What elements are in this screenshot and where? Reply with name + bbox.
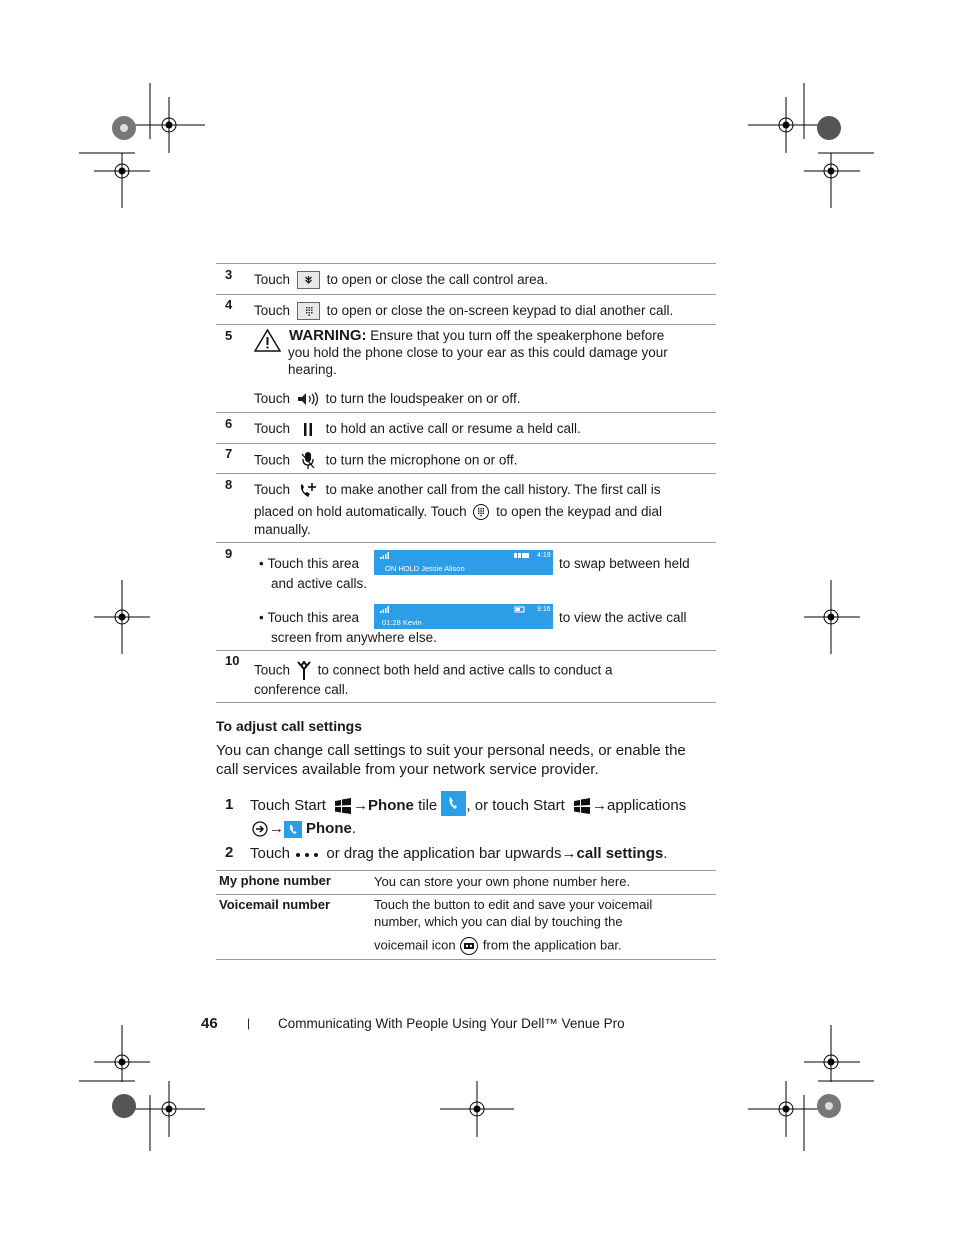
warning-line-3: hearing.: [288, 362, 337, 377]
step-text: .: [351, 820, 357, 837]
hold-icon: [296, 421, 320, 437]
more-dots-icon: [294, 849, 322, 859]
row-text-pre: Touch: [254, 303, 291, 318]
setting-description: number, which you can dial by touching the: [374, 914, 623, 929]
bullet-text: Touch this area: [267, 556, 360, 571]
row-text-post: to open the keypad and dial: [496, 504, 663, 519]
section-heading: To adjust call settings: [216, 718, 362, 734]
row-10-line-2: conference call.: [254, 682, 349, 697]
table-rule: [216, 294, 716, 295]
row-8-line-2: [254, 503, 662, 521]
setting-description: [374, 936, 622, 956]
keypad-circle-icon: [471, 503, 491, 521]
table-rule: [216, 473, 716, 474]
row-text-pre: Touch: [254, 482, 291, 497]
voicemail-icon: [459, 936, 479, 956]
on-hold-label: ON HOLD Jessie Alison: [385, 564, 465, 573]
row-5-text: [254, 390, 520, 407]
section-paragraph-line-1: You can change call settings to suit your personal needs, or enable the: [216, 742, 686, 759]
warning-line-2: you hold the phone close to your ear as this could damage your: [288, 345, 668, 360]
bullet-2: • Touch this area: [259, 610, 360, 625]
table-rule: [216, 870, 716, 871]
row-text-post: to turn the loudspeaker on or off.: [325, 391, 521, 406]
table-rule: [216, 542, 716, 543]
signal-icon: [380, 552, 390, 559]
bullet-text: screen from anywhere else.: [271, 630, 437, 645]
bullet-text: to swap between held: [559, 556, 690, 571]
row-text-post: to hold an active call or resume a held call.: [325, 421, 581, 436]
row-text-pre: Touch: [254, 391, 291, 406]
arrow: →: [591, 797, 607, 814]
wifi-battery-icon: [514, 552, 530, 559]
row-8-line-3: manually.: [254, 522, 311, 537]
row-number: 8: [225, 477, 233, 492]
bullet-text: Touch this area: [267, 610, 360, 625]
step-text: or drag the application bar upwards: [326, 845, 562, 862]
step-text: tile: [418, 797, 438, 814]
merge-calls-icon: [295, 661, 313, 681]
table-rule: [216, 702, 716, 703]
table-rule: [216, 959, 716, 960]
footer-title: Communicating With People Using Your Dell™ Venue Pro: [278, 1016, 625, 1031]
speaker-icon: [296, 391, 320, 407]
phone-app-icon: [284, 821, 302, 838]
row-text-post: to turn the microphone on or off.: [325, 452, 518, 468]
row-7-text: [254, 451, 517, 471]
row-3-text: [254, 271, 548, 289]
footer-separator: |: [247, 1016, 251, 1030]
active-call-label: 01:28 Kevin: [382, 618, 422, 627]
call-control-toggle-icon: [297, 271, 320, 289]
arrow: →: [353, 797, 369, 814]
row-text-post: to make another call from the call history. The first call is: [325, 482, 661, 497]
signal-icon: [380, 606, 390, 613]
arrow: →: [561, 845, 577, 862]
windows-start-icon: [572, 797, 592, 815]
setting-text: voicemail icon: [374, 937, 456, 953]
table-rule: [216, 412, 716, 413]
step-number: 1: [225, 796, 234, 813]
row-number: 5: [225, 328, 233, 343]
row-text-post: to open or close the call control area.: [326, 272, 548, 287]
bullet-text: to view the active call: [559, 610, 687, 625]
row-number: 3: [225, 267, 233, 282]
table-rule: [216, 324, 716, 325]
bullet-1: • Touch this area: [259, 556, 360, 571]
row-text-post: to open or close the on-screen keypad to dial another call.: [326, 303, 674, 318]
row-text-pre: Touch: [254, 421, 291, 436]
row-number: 7: [225, 446, 233, 461]
row-text-pre: placed on hold automatically. Touch: [254, 504, 467, 519]
step-1-line-1: [250, 791, 686, 819]
row-number: 10: [225, 653, 240, 668]
phone-label: Phone: [368, 797, 414, 814]
row-number: 9: [225, 546, 233, 561]
arrow-circle-icon: [251, 820, 269, 838]
row-4-text: [254, 302, 673, 320]
step-text: Touch Start: [250, 797, 326, 814]
microphone-mute-icon: [296, 451, 320, 471]
row-10-text: [254, 661, 613, 681]
battery-icon: [514, 606, 530, 613]
setting-description: Touch the button to edit and save your voicemail: [374, 897, 653, 912]
step-1-line-2: [251, 818, 356, 840]
row-8-line-1: [254, 481, 660, 499]
row-text-post: to connect both held and active calls to conduct a: [317, 662, 613, 678]
row-text-pre: Touch: [254, 452, 291, 468]
add-call-icon: [296, 481, 320, 499]
warning-icon: [254, 329, 281, 352]
step-text: Touch: [250, 845, 291, 862]
table-rule: [216, 263, 716, 264]
arrow: →: [269, 820, 284, 837]
page-number: 46: [201, 1015, 218, 1032]
step-text: .: [663, 845, 668, 862]
table-rule: [216, 894, 716, 895]
row-text-pre: Touch: [254, 662, 291, 678]
bullet-text: and active calls.: [271, 576, 368, 591]
setting-name: Voicemail number: [219, 897, 331, 912]
step-text: , or touch Start: [466, 797, 565, 814]
warning-label: WARNING:: [289, 327, 367, 344]
call-settings-label: call settings: [576, 845, 664, 862]
table-rule: [216, 650, 716, 651]
setting-text: from the application bar.: [482, 937, 622, 953]
phone-tile-icon: [441, 791, 466, 816]
setting-name: My phone number: [219, 873, 331, 888]
row-6-text: [254, 420, 581, 437]
row-number: 4: [225, 297, 233, 312]
row-text-pre: Touch: [254, 272, 291, 287]
row-number: 6: [225, 416, 233, 431]
on-hold-call-bar[interactable]: [374, 550, 553, 575]
status-time: 4:19: [537, 552, 551, 559]
active-call-bar[interactable]: [374, 604, 553, 629]
setting-description: You can store your own phone number here.: [374, 874, 631, 889]
status-time: 9:16: [537, 606, 551, 613]
table-rule: [216, 443, 716, 444]
step-number: 2: [225, 844, 234, 861]
warning-text: Ensure that you turn off the speakerphone before: [370, 328, 665, 343]
warning-line-1: [289, 327, 664, 344]
section-paragraph-line-2: call services available from your network service provider.: [216, 761, 599, 778]
keypad-icon: [297, 302, 320, 320]
step-2-text: [250, 844, 667, 863]
phone-label: Phone: [306, 820, 352, 837]
applications-label: applications: [606, 797, 687, 814]
windows-start-icon: [333, 797, 353, 815]
